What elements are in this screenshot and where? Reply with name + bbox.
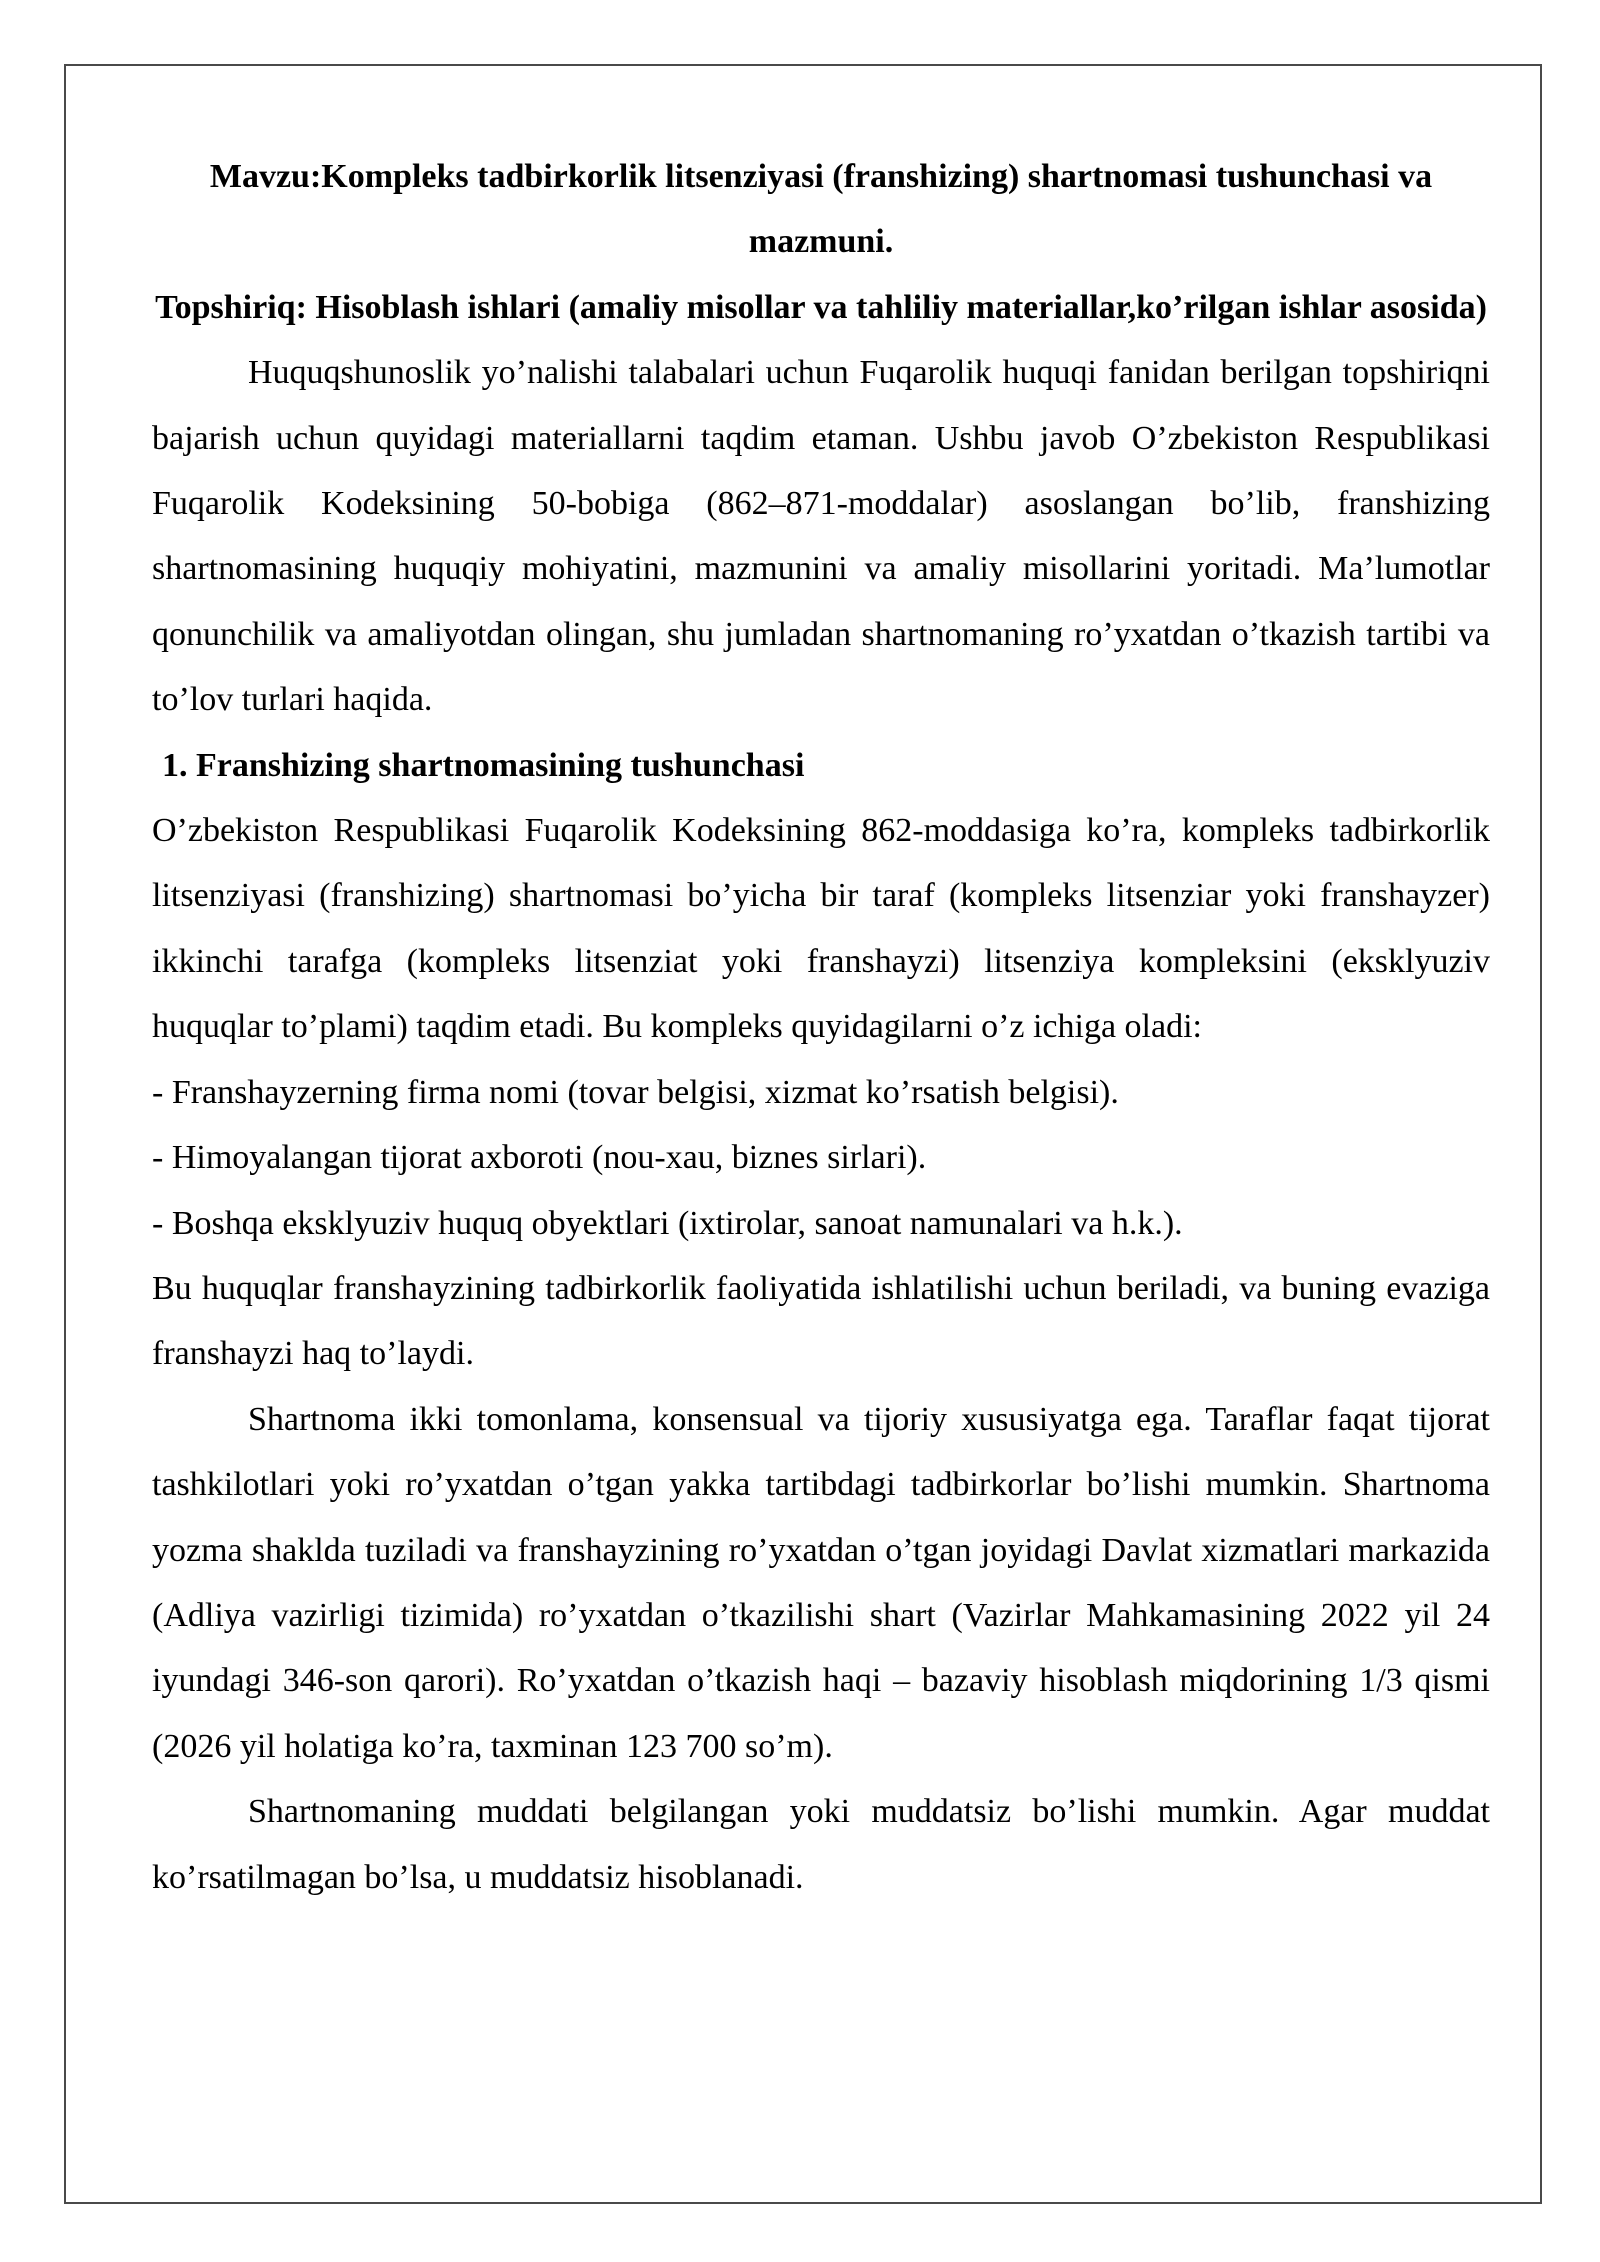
list-item: - Franshayzerning firma nomi (tovar belgisi, xizmat ko’rsatish belgisi).: [152, 1073, 1119, 1111]
contract-paragraph: Shartnoma ikki tomonlama, konsensual va tijoriy xususiyatga ega. Taraflar faqat tijorat tashkilotlari yoki ro’yxatdan o’tgan yakka tartibdagi tadbirkorlar bo’lishi mumkin. Shartnoma yozma shakldа tuziladi va franshayzining ro’yxatdan o’tgan joyidagi Davlat xizmatlari markazida (Adliya vazirligi tizimida) ro’yxatdan o’tkazilishi shart (Vazirlar Mahkamasining 2022 yil 24 iyundagi 346-son qarori). Ro’yxatdan o’tkazish haqi – bazaviy hisoblash miqdorining 1/3 qismi (2026 yil holatiga ko’ra, taxminan 123 700 so’m).: [152, 1400, 1490, 1765]
document-task: Topshiriq: Hisoblash ishlari (amaliy misollar va tahliliy materiallar,ko’rilgan ishlar asosida): [155, 288, 1487, 326]
document-body: [152, 144, 1490, 1910]
term-paragraph: Shartnomaning muddati belgilangan yoki muddatsiz bo’lishi mumkin. Agar muddat ko’rsatilmagan bo’lsa, u muddatsiz hisoblanadi.: [152, 1793, 1490, 1896]
section-heading: 1. Franshizing shartnomasining tushunchasi: [162, 746, 805, 784]
list-item: - Boshqa eksklyuziv huquq obyektlari (ixtirolar, sanoat namunalari va h.k.).: [152, 1204, 1183, 1242]
definition-paragraph: O’zbekiston Respublikasi Fuqarolik Kodeksining 862-moddasiga ko’ra, kompleks tadbirkorlik litsenziyasi (franshizing) shartnomasi bo’yicha bir taraf (kompleks litsenziar yoki franshayzer) ikkinchi tarafga (kompleks litsenziat yoki franshayzi) litsenziya kompleksini (eksklyuziv huquqlar to’plami) taqdim etadi. Bu kompleks quyidagilarni o’z ichiga oladi:: [152, 812, 1490, 1046]
document-title: Mavzu:Kompleks tadbirkorlik litsenziyasi (franshizing) shartnomasi tushunchasi va mazmuni.: [209, 158, 1433, 261]
intro-paragraph: Huquqshunoslik yo’nalishi talabalari uchun Fuqarolik huquqi fanidan berilgan topshiriqni bajarish uchun quyidagi materiallarni taqdim etaman. Ushbu javob O’zbekiston Respublikasi Fuqarolik Kodeksining 50-bobiga (862–871-moddalar) asoslangan bo’lib, franshizing shartnomasining huquqiy mohiyatini, mazmunini va amaliy misollarini yoritadi. Ma’lumotlar qonunchilik va amaliyotdan olingan, shu jumladan shartnomaning ro’yxatdan o’tkazish tartibi va to’lov turlari haqida.: [152, 354, 1490, 719]
rights-paragraph: Bu huquqlar franshayzining tadbirkorlik faoliyatida ishlatilishi uchun beriladi, va buning evaziga franshayzi haq to’laydi.: [152, 1269, 1490, 1373]
list-item: - Himoyalangan tijorat axboroti (nou-xau, biznes sirlari).: [152, 1139, 927, 1177]
